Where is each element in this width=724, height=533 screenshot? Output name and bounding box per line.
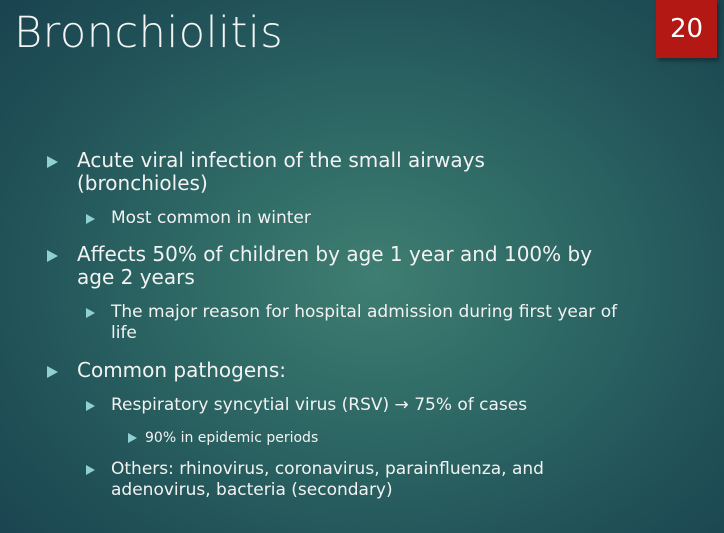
slide-number-badge bbox=[656, 0, 717, 58]
triangle-bullet-icon bbox=[47, 366, 58, 378]
triangle-bullet-icon bbox=[47, 250, 58, 262]
bullet-text: Respiratory syncytial virus (RSV) → 75% of cases bbox=[111, 395, 528, 415]
slide-number: 20 bbox=[669, 14, 704, 44]
triangle-bullet-icon bbox=[128, 433, 137, 443]
bullet-text: Others: rhinovirus, coronavirus, parainfluenza, and adenovirus, bacteria (secondary) bbox=[111, 459, 544, 500]
bullet-item bbox=[86, 395, 626, 416]
bullet-item bbox=[86, 302, 626, 344]
bullet-text: Affects 50% of children by age 1 year and 100% by age 2 years bbox=[77, 242, 593, 289]
bullet-item bbox=[47, 243, 627, 289]
bullet-item bbox=[128, 429, 528, 447]
bullet-item bbox=[86, 208, 586, 229]
bullet-text: Acute viral infection of the small airways (bronchioles) bbox=[77, 148, 485, 195]
triangle-bullet-icon bbox=[47, 156, 58, 168]
bullet-item bbox=[47, 359, 567, 382]
slide-title: Bronchiolitis bbox=[14, 8, 284, 58]
triangle-bullet-icon bbox=[86, 308, 95, 318]
triangle-bullet-icon bbox=[86, 401, 95, 411]
bullet-text: Most common in winter bbox=[111, 208, 311, 228]
bullet-text: Common pathogens: bbox=[77, 358, 286, 382]
bullet-item bbox=[86, 459, 626, 501]
triangle-bullet-icon bbox=[86, 465, 95, 475]
bullet-text: 90% in epidemic periods bbox=[145, 430, 319, 446]
triangle-bullet-icon bbox=[86, 214, 95, 224]
bullet-text: The major reason for hospital admission during first year of life bbox=[111, 302, 618, 343]
bullet-item bbox=[47, 149, 567, 195]
